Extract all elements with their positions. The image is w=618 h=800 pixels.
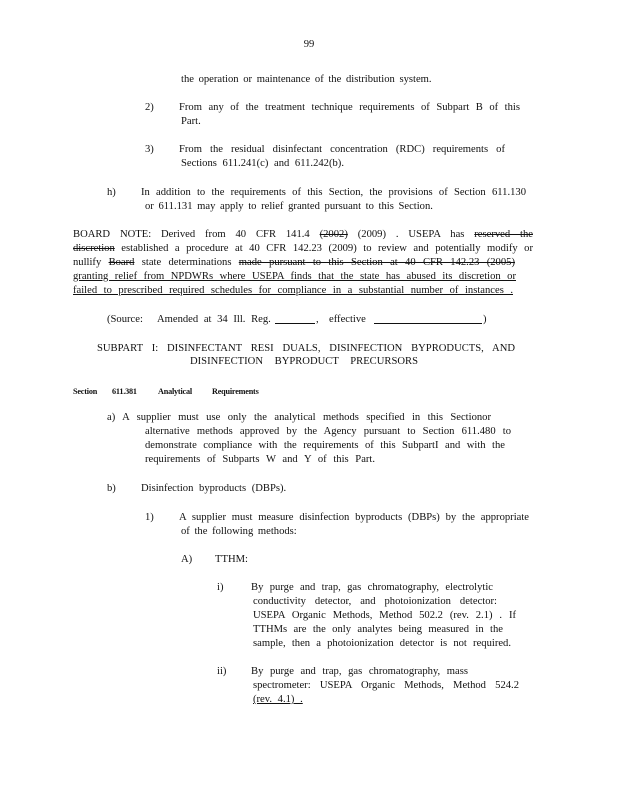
para-i-line-1: By purge and trap, gas chromatography, electrolytic	[251, 582, 493, 593]
item-3-number: 3)	[145, 144, 154, 155]
item-3-line-2: Sections 611.241(c) and 611.242(b).	[181, 158, 344, 169]
item-3-line-1: From the residual disinfectant concentration (RDC) requirements of	[179, 144, 505, 155]
para-b-number: b)	[107, 483, 116, 494]
para-ii-line-3: (rev. 4.1) .	[253, 694, 303, 705]
item-h-line-1: In addition to the requirements of this Section, the provisions of Section 611.130	[141, 187, 526, 198]
para-b1-number: 1)	[145, 512, 154, 523]
para-i-line-5: sample, then a photoionization detector is not required.	[253, 638, 511, 649]
board-note-line-3: nullify Board state determinations made pursuant to this Section at 40 CFR 142.23 (2005)	[73, 257, 515, 268]
board-note-line-4: granting relief from NPDWRs where USEPA finds that the state has abused its discretion or	[73, 271, 516, 282]
para-A-number: A)	[181, 554, 193, 565]
para-b-text: Disinfection byproducts (DBPs).	[141, 483, 287, 494]
para-b1-line-2: of the following methods:	[181, 526, 297, 537]
para-a-line-3: demonstrate compliance with the requirements of this SubpartI and with the	[145, 440, 505, 451]
board-note-line-2: discretion established a procedure at 40 CFR 142.23 (2009) to review and potentially modify or	[73, 243, 533, 254]
source-close: )	[483, 314, 487, 325]
para-i-line-4: TTHMs are the only analytes being measured in the	[253, 624, 503, 635]
para-i-line-2: conductivity detector, and photoionization detector:	[253, 596, 497, 607]
para-i-line-3: USEPA Organic Methods, Method 502.2 (rev. 2.1) . If	[253, 610, 516, 621]
page-number: 99	[303, 39, 315, 50]
section-label: Section	[73, 387, 98, 396]
item-h-line-2: or 611.131 may apply to relief granted pursuant to this Section.	[145, 201, 433, 212]
para-a-line-2: alternative methods approved by the Agency pursuant to Section 611.480 to	[145, 426, 511, 437]
para-ii-line-1: By purge and trap, gas chromatography, mass	[251, 666, 468, 677]
para-A-text: TTHM:	[215, 554, 248, 565]
section-title-word-2: Requirements	[212, 387, 259, 396]
item-h-number: h)	[107, 187, 116, 198]
para-i-number: i)	[217, 582, 224, 593]
source-effective: effective	[329, 314, 366, 325]
distribution-line: the operation or maintenance of the distribution system.	[181, 74, 432, 85]
subpart-heading-line-1: SUBPART I: DISINFECTANT RESI DUALS, DISINFECTION BYPRODUCTS, AND	[97, 343, 515, 354]
para-b1-line-1: A supplier must measure disinfection byproducts (DBPs) by the appropriate	[179, 512, 529, 523]
para-a-line-1: a) A supplier must use only the analytical methods specified in this Sectionor	[107, 412, 491, 423]
subpart-heading-line-2: DISINFECTION BYPRODUCT PRECURSORS	[190, 356, 418, 367]
effective-date-blank	[374, 313, 482, 324]
item-2-number: 2)	[145, 102, 154, 113]
section-number: 611.381	[112, 387, 137, 396]
register-blank	[275, 313, 315, 324]
para-ii-number: ii)	[217, 666, 227, 677]
item-2-line-1: From any of the treatment technique requirements of Subpart B of this	[179, 102, 520, 113]
comma: ,	[316, 314, 319, 325]
para-ii-line-2: spectrometer: USEPA Organic Methods, Method 524.2	[253, 680, 519, 691]
source-open: (Source:	[107, 314, 143, 325]
section-title-word-1: Analytical	[158, 387, 192, 396]
board-note-line-1: BOARD NOTE: Derived from 40 CFR 141.4 (2002) (2009) . USEPA has reserved the	[73, 229, 533, 240]
para-a-line-4: requirements of Subparts W and Y of this Part.	[145, 454, 376, 465]
board-note-line-5: failed to prescribed required schedules for compliance in a substantial number of instances .	[73, 285, 513, 296]
item-2-line-2: Part.	[181, 116, 201, 127]
source-amended: Amended at 34 Ill. Reg.	[157, 314, 271, 325]
